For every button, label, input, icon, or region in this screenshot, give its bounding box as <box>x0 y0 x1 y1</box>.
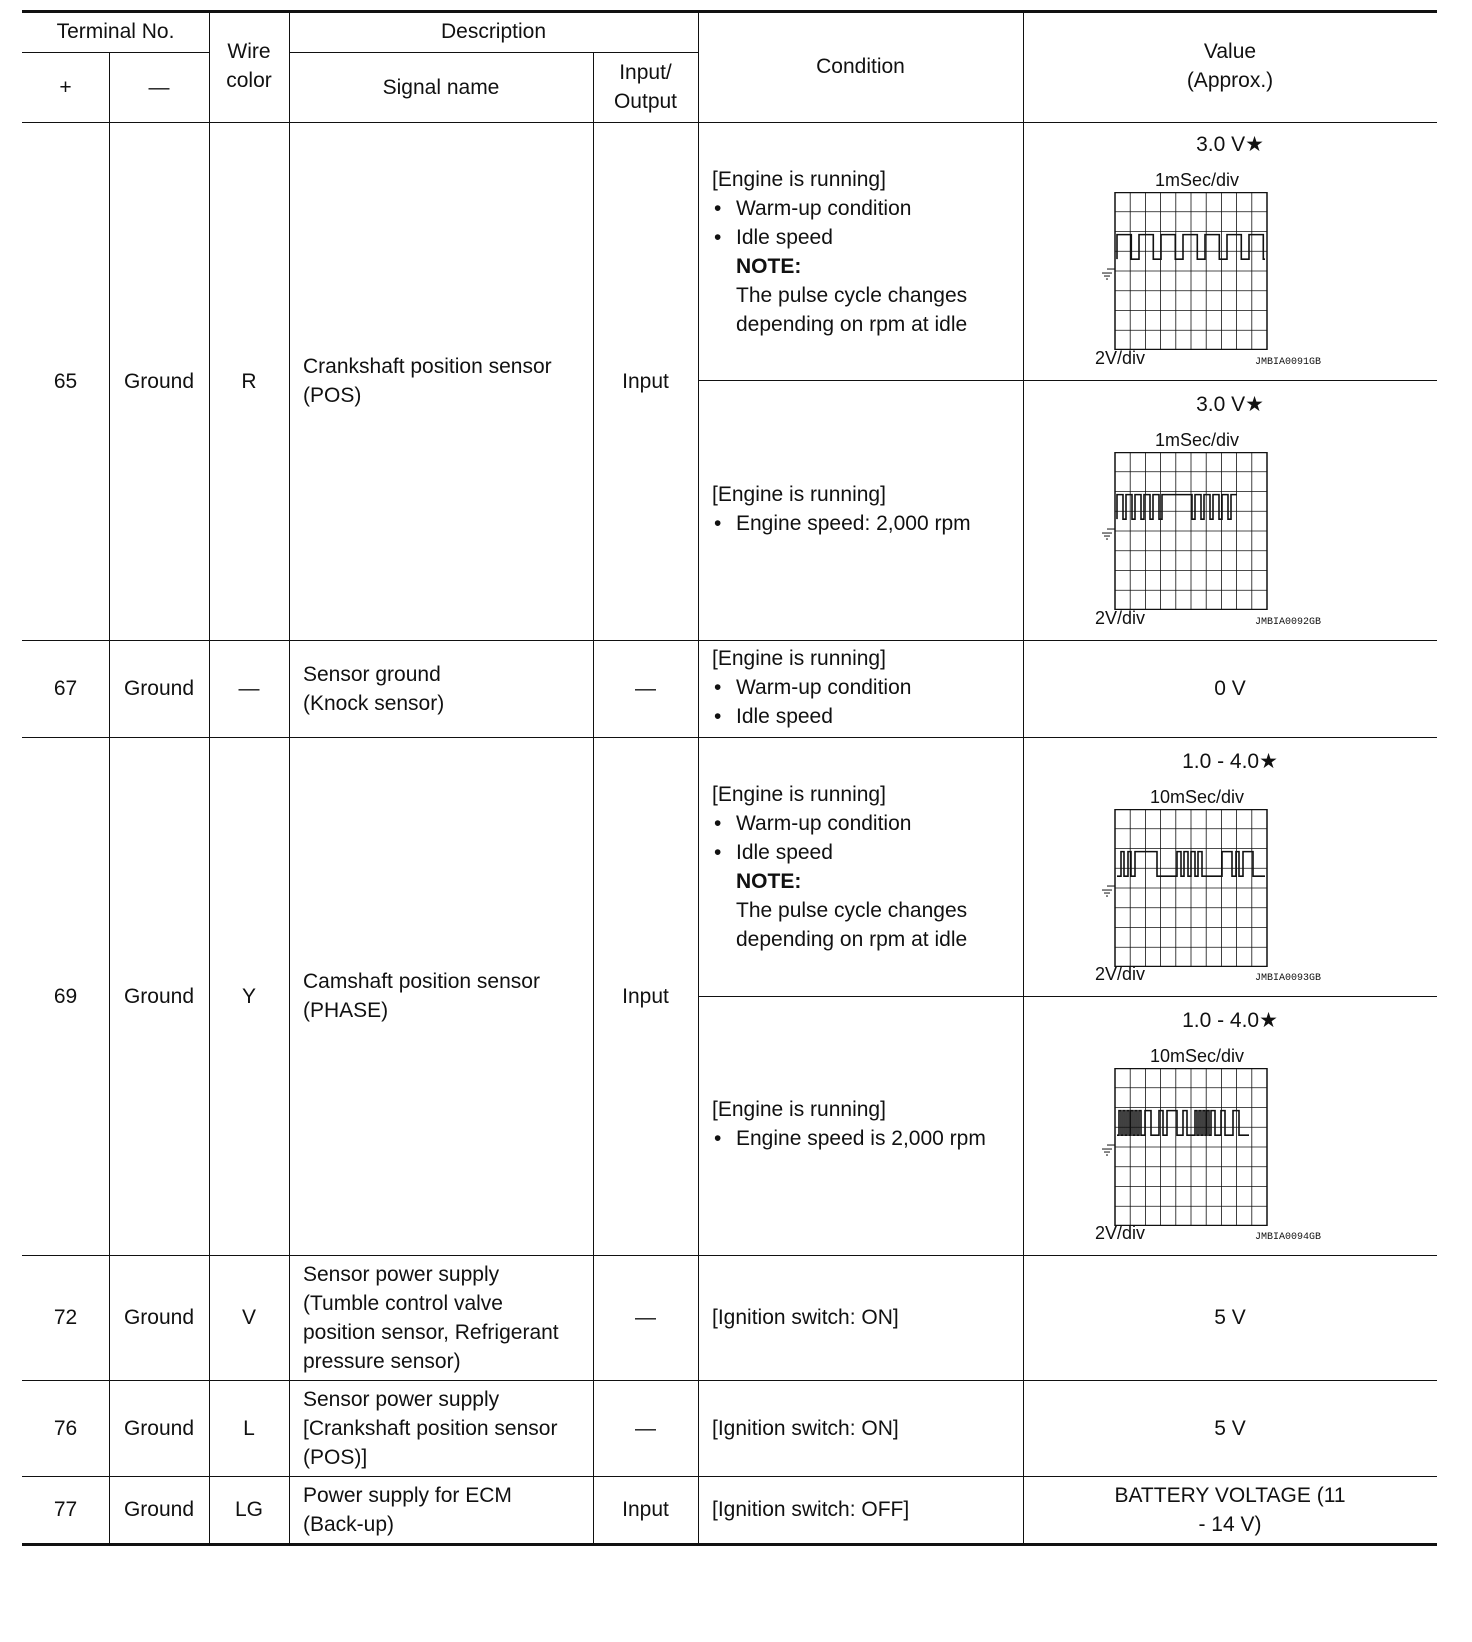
condition-69-2000rpm: [Engine is running] • Engine speed is 2,000 rpm <box>698 1095 1023 1153</box>
condition-65-idle: [Engine is running] • Warm-up condition • Idle speed NOTE: The pulse cycle changes depending on rpm at idle <box>698 165 1023 339</box>
ground-65: Ground <box>123 369 195 393</box>
header-minus: — <box>148 75 170 99</box>
header-plus: + <box>59 75 72 99</box>
condition-76: [Ignition switch: ON] <box>712 1416 899 1440</box>
signal-76: Sensor power supply [Crankshaft position sensor (POS)] <box>303 1387 558 1469</box>
value-67: 0 V <box>1214 677 1246 700</box>
oscilloscope-trace <box>1093 809 1273 967</box>
io-67: — <box>635 677 656 700</box>
io-77: Input <box>622 1498 669 1521</box>
value-72: 5 V <box>1214 1306 1246 1329</box>
ground-69: Ground <box>123 984 195 1008</box>
signal-72: Sensor power supply (Tumble control valve position sensor, Refrigerant pressure sensor) <box>303 1262 559 1373</box>
header-terminal-no: Terminal No. <box>56 19 175 43</box>
io-76: — <box>635 1416 656 1440</box>
header-description: Description <box>440 19 547 43</box>
condition-69-idle: [Engine is running] • Warm-up condition • Idle speed NOTE: The pulse cycle changes depending on rpm at idle <box>698 780 1023 954</box>
signal-67: Sensor ground (Knock sensor) <box>303 662 445 715</box>
terminal-65: 65 <box>53 369 78 393</box>
io-65: Input <box>622 369 669 393</box>
ground-72: Ground <box>123 1306 195 1329</box>
oscilloscope-trace <box>1093 1068 1273 1226</box>
terminal-76: 76 <box>53 1416 78 1440</box>
header-condition: Condition <box>816 54 905 78</box>
waveform-69-2000rpm: 1.0 - 4.0★ 10mSec/div 2V/div JMBIA0094GB <box>1095 1009 1322 1243</box>
io-69: Input <box>622 984 669 1008</box>
ground-76: Ground <box>123 1416 195 1440</box>
signal-69: Camshaft position sensor (PHASE) <box>303 970 540 1022</box>
header-signal-name: Signal name <box>382 75 500 99</box>
wire-72: V <box>241 1306 256 1329</box>
waveform-65-2000rpm: 3.0 V★ 1mSec/div 2V/div JMBIA0092GB <box>1095 393 1322 628</box>
ground-77: Ground <box>123 1498 195 1521</box>
header-value: Value (Approx.) <box>1186 40 1274 92</box>
io-72: — <box>635 1306 656 1329</box>
value-77: BATTERY VOLTAGE (11 - 14 V) <box>1114 1483 1346 1536</box>
condition-72: [Ignition switch: ON] <box>712 1306 899 1329</box>
oscilloscope-trace <box>1093 452 1273 610</box>
oscilloscope-trace <box>1093 192 1273 350</box>
wire-69: Y <box>241 984 256 1008</box>
terminal-77: 77 <box>53 1498 78 1521</box>
signal-77: Power supply for ECM (Back-up) <box>303 1483 512 1536</box>
waveform-65-idle: 3.0 V★ 1mSec/div 2V/div JMBIA0091GB <box>1095 133 1322 368</box>
wire-77: LG <box>234 1498 263 1521</box>
header-wire-color: Wire color <box>226 40 272 92</box>
terminal-table <box>22 10 1437 1632</box>
signal-65: Crankshaft position sensor (POS) <box>303 355 552 407</box>
ground-67: Ground <box>123 677 195 700</box>
terminal-67: 67 <box>53 677 78 700</box>
condition-67: [Engine is running] • Warm-up condition • Idle speed <box>698 644 1023 731</box>
condition-65-2000rpm: [Engine is running] • Engine speed: 2,000 rpm <box>698 480 1023 538</box>
condition-77: [Ignition switch: OFF] <box>712 1498 910 1521</box>
header-input-output: Input/ Output <box>613 61 678 113</box>
wire-76: L <box>243 1416 255 1440</box>
waveform-69-idle: 1.0 - 4.0★ 10mSec/div 2V/div JMBIA0093GB <box>1095 750 1322 984</box>
wire-65: R <box>241 369 257 393</box>
wire-67: — <box>238 677 260 700</box>
terminal-72: 72 <box>53 1306 78 1329</box>
terminal-69: 69 <box>53 984 78 1008</box>
value-76: 5 V <box>1214 1416 1246 1440</box>
